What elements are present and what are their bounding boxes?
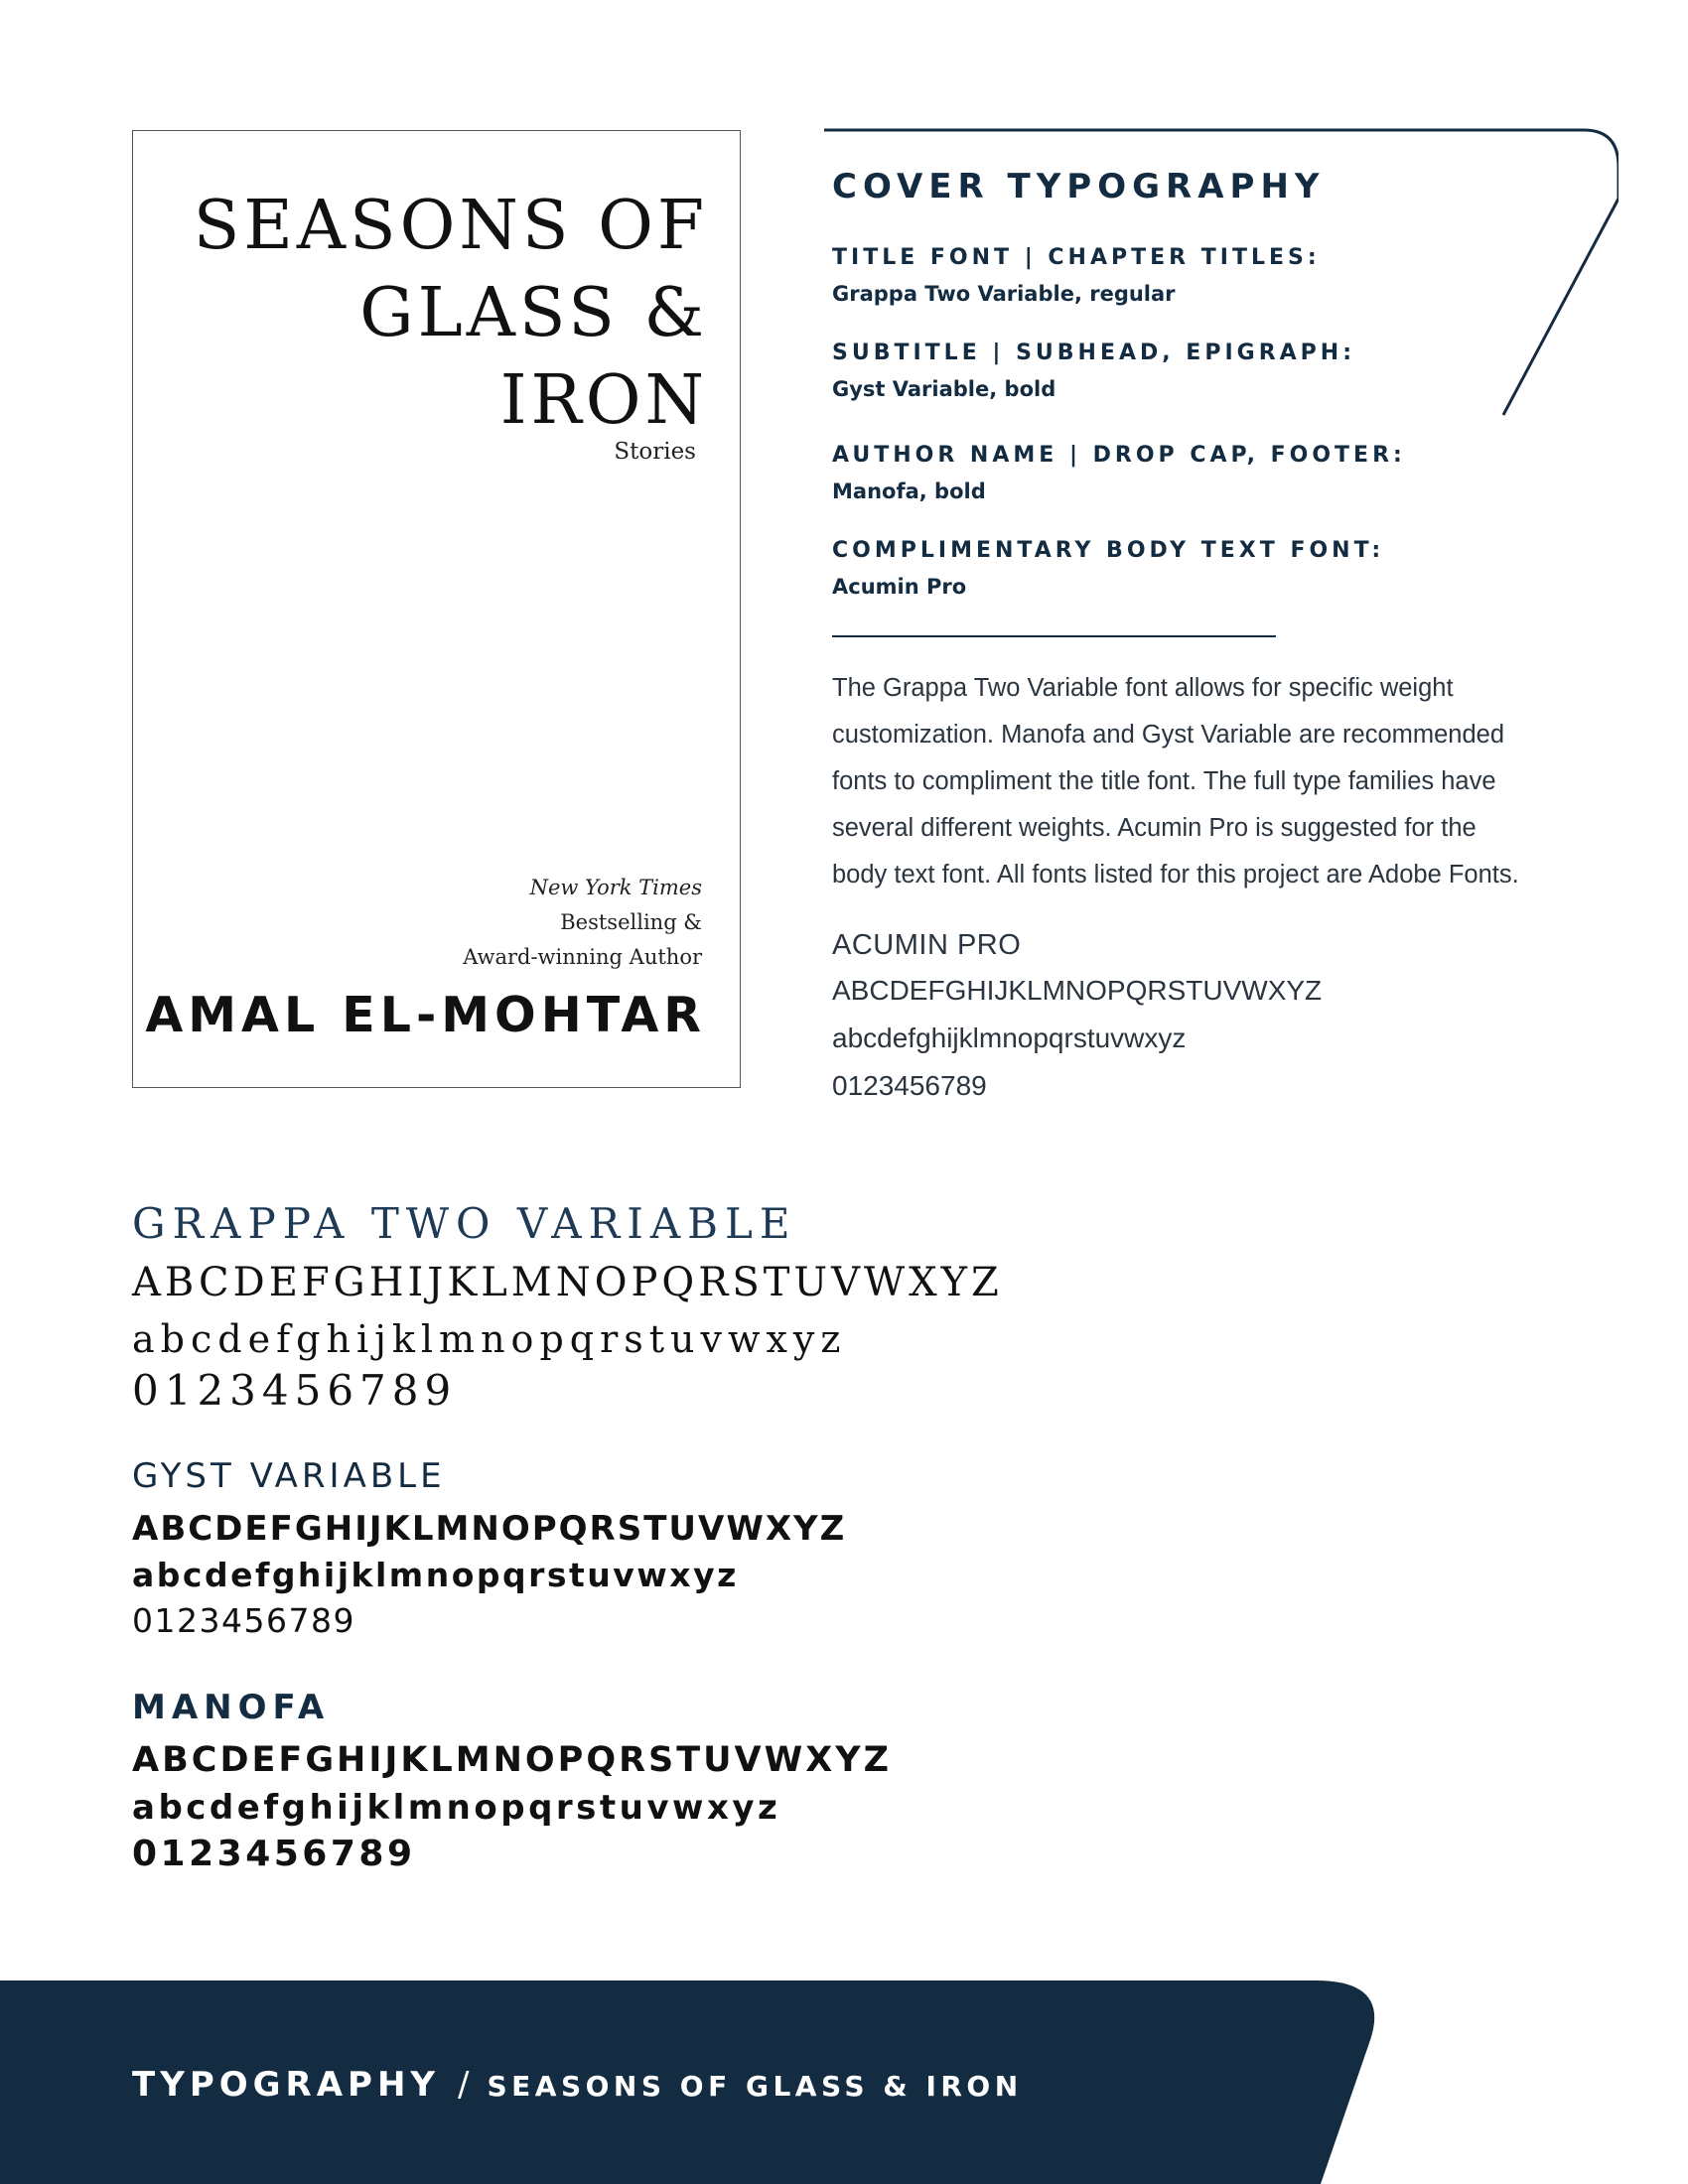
footer-main: TYPOGRAPHY — [132, 2065, 441, 2105]
cover-tagline-line-2: Bestselling & — [560, 910, 702, 934]
font-description-line: several different weights. Acumin Pro is suggested for the — [832, 814, 1477, 842]
specimen-digits: 0123456789 — [832, 1070, 987, 1101]
specimen-digits: 0123456789 — [132, 1366, 458, 1415]
spec-heading: COVER TYPOGRAPHY — [832, 167, 1326, 206]
spec-item-title-font — [832, 245, 1321, 306]
specimen-lowercase: abcdefghijklmnopqrstuvwxyz — [132, 1556, 739, 1594]
specimen-grappa-two-variable — [132, 1196, 1003, 1417]
specimen-name: MANOFA — [132, 1688, 331, 1727]
specimen-digits: 0123456789 — [132, 1601, 355, 1640]
specimen-name: GYST VARIABLE — [132, 1456, 446, 1496]
spec-label: TITLE FONT | CHAPTER TITLES: — [832, 245, 1321, 270]
font-description — [832, 665, 1617, 898]
font-description-line: body text font. All fonts listed for this project are Adobe Fonts. — [832, 861, 1519, 888]
spec-value: Manofa, bold — [832, 479, 986, 503]
footer-separator: / — [458, 2065, 470, 2105]
specimen-lowercase: abcdefghijklmnopqrstuvwxyz — [132, 1317, 847, 1361]
specimen-manofa — [132, 1680, 892, 1878]
specimen-lowercase: abcdefghijklmnopqrstuvwxyz — [832, 1023, 1187, 1053]
spec-label: SUBTITLE | SUBHEAD, EPIGRAPH: — [832, 341, 1355, 365]
specimen-gyst-variable — [132, 1447, 846, 1644]
cover-tagline — [463, 871, 702, 975]
specimen-uppercase: ABCDEFGHIJKLMNOPQRSTUVWXYZ — [132, 1509, 847, 1549]
spec-divider — [832, 635, 1276, 637]
spec-value: Gyst Variable, bold — [832, 377, 1056, 401]
specimen-uppercase: ABCDEFGHIJKLMNOPQRSTUVWXYZ — [132, 1740, 892, 1780]
spec-label: COMPLIMENTARY BODY TEXT FONT: — [832, 538, 1385, 563]
specimen-name: ACUMIN PRO — [832, 929, 1022, 961]
spec-item-subtitle-font — [832, 341, 1355, 401]
spec-value: Grappa Two Variable, regular — [832, 282, 1176, 306]
specimen-uppercase: ABCDEFGHIJKLMNOPQRSTUVWXYZ — [132, 1260, 1003, 1305]
specimen-digits: 0123456789 — [132, 1834, 416, 1874]
specimen-uppercase: ABCDEFGHIJKLMNOPQRSTUVWXYZ — [832, 975, 1323, 1006]
footer-title — [132, 2065, 1023, 2105]
cover-subtitle: Stories — [614, 439, 696, 465]
specimen-name: GRAPPA TWO VARIABLE — [132, 1199, 797, 1248]
spec-item-body-font — [832, 538, 1384, 599]
cover-title-line-2: GLASS & — [359, 274, 708, 352]
cover-tagline-line-3: Award-winning Author — [463, 945, 702, 969]
cover-tagline-line-1: New York Times — [529, 876, 702, 899]
font-description-line: fonts to compliment the title font. The full type families have — [832, 767, 1496, 795]
cover-author: AMAL EL-MOHTAR — [145, 987, 706, 1043]
specimen-acumin-pro — [832, 923, 1322, 1110]
cover-title-line-1: SEASONS OF — [193, 187, 708, 265]
spec-value: Acumin Pro — [832, 575, 967, 599]
book-cover — [132, 130, 741, 1088]
spec-label: AUTHOR NAME | DROP CAP, FOOTER: — [832, 443, 1406, 468]
font-description-line: The Grappa Two Variable font allows for specific weight — [832, 674, 1454, 702]
font-description-line: customization. Manofa and Gyst Variable are recommended — [832, 721, 1505, 749]
cover-title-line-3: IRON — [499, 361, 708, 440]
spec-item-author-font — [832, 443, 1406, 503]
specimen-lowercase: abcdefghijklmnopqrstuvwxyz — [132, 1788, 781, 1828]
cover-title — [152, 183, 708, 445]
footer-subtitle: SEASONS OF GLASS & IRON — [487, 2070, 1023, 2103]
